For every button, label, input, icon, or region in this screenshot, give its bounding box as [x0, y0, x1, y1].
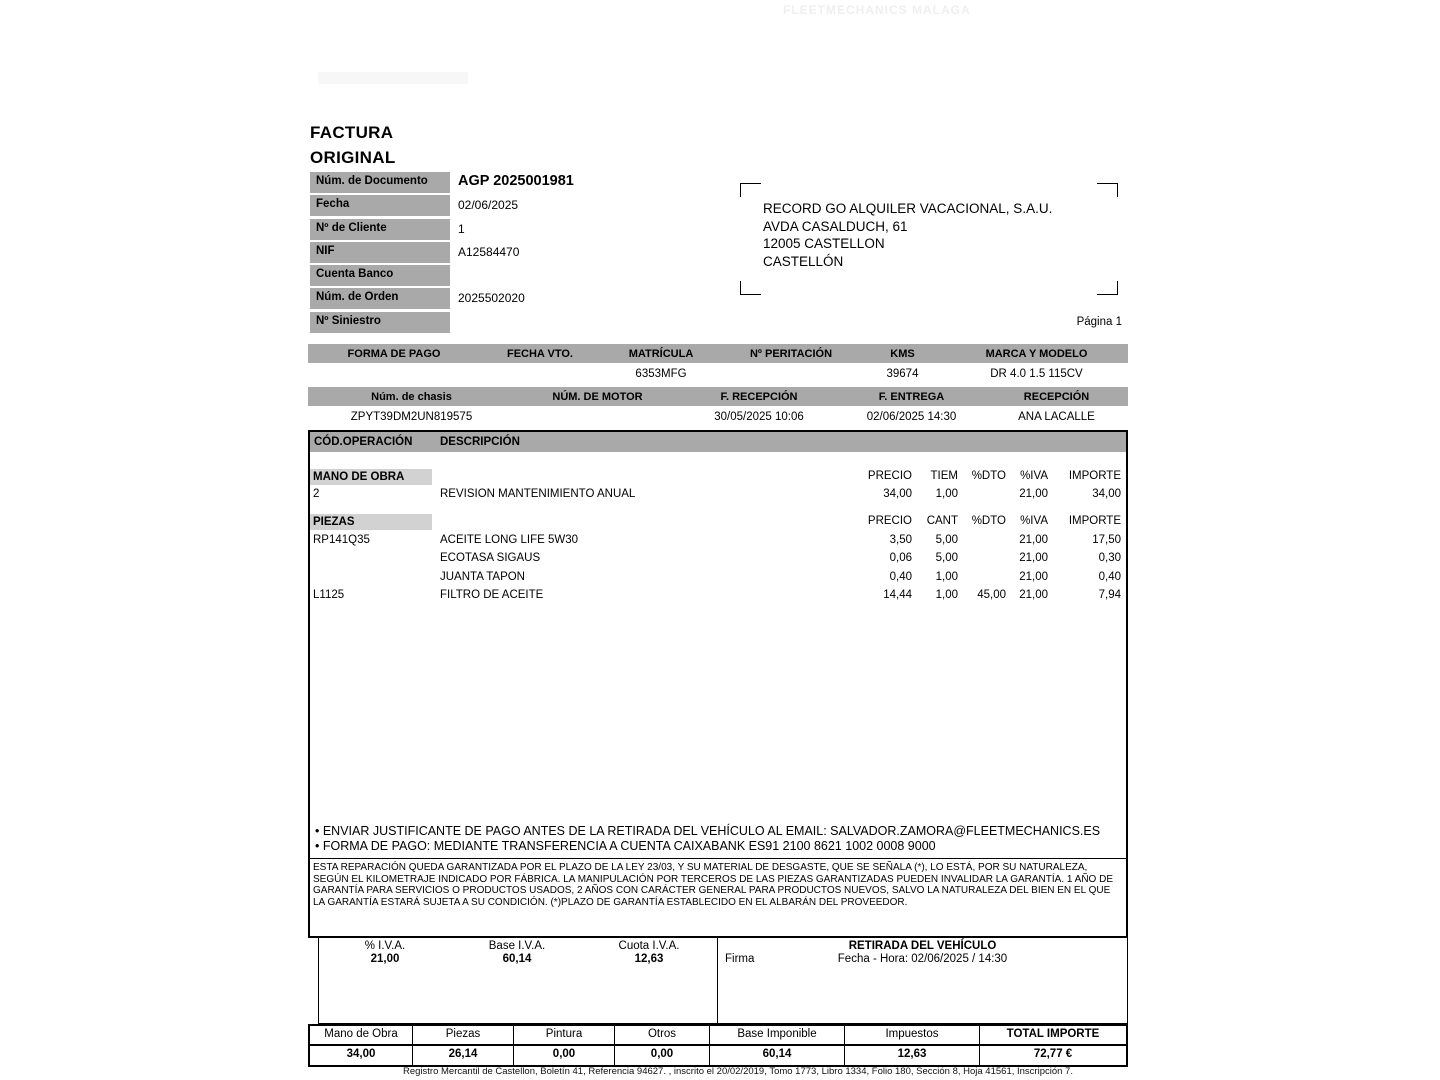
customer-street: AVDA CASALDUCH, 61 — [763, 218, 908, 234]
doc-number-value: AGP 2025001981 — [458, 173, 574, 189]
bracket-top-left — [740, 183, 761, 197]
registry-footer: Registro Mercantil de Castellon, Boletín 41, Referencia 94627. , inscrito el 20/02/2019, Tomo 1773, Libro 1334, Folio 180, Sección 8, Hoja 41561, Inscripción 7. — [403, 1066, 1073, 1077]
license-plate-value: 6353MFG — [635, 368, 687, 380]
payment-vehicle-table — [308, 344, 1128, 385]
totals-header-row: Mano de Obra Piezas Pintura Otros Base Imponible Impuestos TOTAL IMPORTE — [310, 1026, 1126, 1044]
doc-row-num-orden: Núm. de Orden 2025502020 — [310, 288, 780, 311]
customer-address-block — [740, 183, 1118, 295]
page-title — [310, 120, 396, 170]
nif-value: A12584470 — [458, 244, 520, 259]
part-item-row: ECOTASA SIGAUS 0,06 5,00 21,00 0,30 — [440, 552, 1121, 565]
line-items-table — [308, 430, 1128, 938]
document-info-table — [310, 172, 780, 335]
customer-name: RECORD GO ALQUILER VACACIONAL, S.A.U. — [763, 201, 1053, 216]
doc-row-fecha: Fecha 02/06/2025 — [310, 195, 780, 218]
total-other: 0,00 — [615, 1046, 710, 1065]
bracket-top-right — [1097, 183, 1118, 197]
total-taxes: 12,63 — [845, 1046, 980, 1065]
receptionist-value: ANA LACALLE — [1018, 411, 1095, 423]
iva-percent-col: % I.V.A. 21,00 — [364, 940, 406, 965]
client-number-value: 1 — [458, 221, 465, 236]
labor-item-row: 2 REVISION MANTENIMIENTO ANUAL 34,00 1,00 21,00 34,00 — [313, 488, 1121, 501]
make-model-value: DR 4.0 1.5 115CV — [990, 368, 1083, 380]
doc-row-siniestro: Nº Siniestro — [310, 312, 780, 335]
totals-values-row — [310, 1044, 1126, 1065]
customer-address-lines — [763, 200, 1052, 270]
retirada-datetime: Fecha - Hora: 02/06/2025 / 14:30 — [837, 953, 1008, 965]
delivery-date-value: 02/06/2025 14:30 — [866, 411, 957, 423]
parts-section-label: PIEZAS — [310, 514, 432, 530]
iva-summary-box — [318, 936, 1128, 1024]
labor-section-label: MANO DE OBRA — [310, 469, 432, 485]
totals-table — [308, 1024, 1128, 1067]
chassis-number-value: ZPYT39DM2UN819575 — [350, 411, 473, 423]
retirada-title: RETIRADA DEL VEHÍCULO — [848, 940, 997, 952]
part-item-row: L1125 FILTRO DE ACEITE 14,44 1,00 45,00 21,00 7,94 — [313, 589, 1121, 602]
payment-vehicle-header: FORMA DE PAGO FECHA VTO. MATRÍCULA Nº PERITACIÓN KMS MARCA Y MODELO — [308, 344, 1128, 363]
faint-logo-mark — [318, 72, 468, 84]
iva-summary-columns — [319, 937, 717, 1023]
page-number: Página 1 — [1076, 316, 1122, 328]
header-watermark: FLEETMECHANICS MALAGA — [783, 3, 971, 17]
reception-date-value: 30/05/2025 10:06 — [714, 411, 804, 423]
total-base: 60,14 — [710, 1046, 845, 1065]
bracket-bottom-right — [1097, 281, 1118, 295]
doc-row-cuenta-banco: Cuenta Banco — [310, 265, 780, 288]
title-line-original: ORIGINAL — [310, 148, 396, 167]
chassis-reception-values — [308, 406, 1128, 428]
labor-section-row: MANO DE OBRA PRECIO TIEM %DTO %IVA IMPORTE — [310, 466, 1126, 485]
doc-row-nif: NIF A12584470 — [310, 242, 780, 265]
signature-label: Firma — [725, 953, 755, 965]
customer-province: CASTELLÓN — [763, 253, 844, 269]
total-parts: 26,14 — [413, 1046, 514, 1065]
part-item-row: JUANTA TAPON 0,40 1,00 21,00 0,40 — [440, 570, 1121, 583]
title-line-factura: FACTURA — [310, 123, 394, 142]
line-items-header: CÓD.OPERACIÓN DESCRIPCIÓN — [310, 432, 1126, 452]
chassis-reception-table — [308, 387, 1128, 428]
total-paint: 0,00 — [514, 1046, 615, 1065]
bracket-bottom-left — [740, 281, 761, 295]
doc-date-value: 02/06/2025 — [458, 198, 519, 213]
iva-base-col: Base I.V.A. 60,14 — [488, 940, 546, 965]
kms-value: 39674 — [886, 368, 919, 380]
customer-zip-city: 12005 CASTELLON — [763, 236, 885, 251]
chassis-reception-header: Núm. de chasis NÚM. DE MOTOR F. RECEPCIÓN F. ENTREGA RECEPCIÓN — [308, 387, 1128, 406]
payment-vehicle-values — [308, 363, 1128, 385]
warranty-disclaimer: ESTA REPARACIÓN QUEDA GARANTIZADA POR EL PLAZO DE LA LEY 23/03, Y SU MATERIAL DE DESGASTE, QUE SE SEÑALA (*), LO ESTÁ, POR SU NATURALEZA, SEGÚN EL KILOMETRAJE INDICADO POR FÁBRICA. LA MANIPULACIÓN POR TERCEROS DE LAS PIEZAS GARANTIZADAS PUEDEN INVALIDAR LA GARANTÍA. 1 AÑO DE GARANTÍA PARA SERVICIOS O PRODUCTOS USADOS, 2 AÑOS CON CARÁCTER GENERAL PARA PRODUCTOS NUEVOS, SALVO LA NATURALEZA DEL BIEN EN EL QUE LA GARANTÍA ESTARÁ SUJETA A SU CONDICIÓN. (*)PLAZO DE GARANTÍA ESTABLECIDO EN EL ALBARÁN DEL PROVEEDOR. — [310, 858, 1126, 936]
iva-cuota-col: Cuota I.V.A. 12,63 — [618, 940, 680, 965]
payment-note-transfer: • FORMA DE PAGO: MEDIANTE TRANSFERENCIA A CUENTA CAIXABANK ES91 2100 8621 1002 0008 9000 — [315, 839, 936, 853]
doc-row-cliente: Nº de Cliente 1 — [310, 219, 780, 242]
signature-retirada-section — [717, 937, 1127, 1023]
order-number-value: 2025502020 — [458, 291, 525, 306]
payment-note-email: • ENVIAR JUSTIFICANTE DE PAGO ANTES DE LA RETIRADA DEL VEHÍCULO AL EMAIL: SALVADOR.ZAMORA@FLEETMECHANICS.ES — [315, 824, 1101, 838]
total-amount: 72,77 € — [1033, 1048, 1073, 1060]
parts-section-row: PIEZAS PRECIO CANT %DTO %IVA IMPORTE — [310, 512, 1126, 531]
total-labor: 34,00 — [310, 1046, 413, 1065]
payment-notes — [310, 822, 1126, 858]
doc-row-num-documento: Núm. de Documento AGP 2025001981 — [310, 172, 780, 195]
part-item-row: RP141Q35 ACEITE LONG LIFE 5W30 3,50 5,00 21,00 17,50 — [313, 533, 1121, 546]
